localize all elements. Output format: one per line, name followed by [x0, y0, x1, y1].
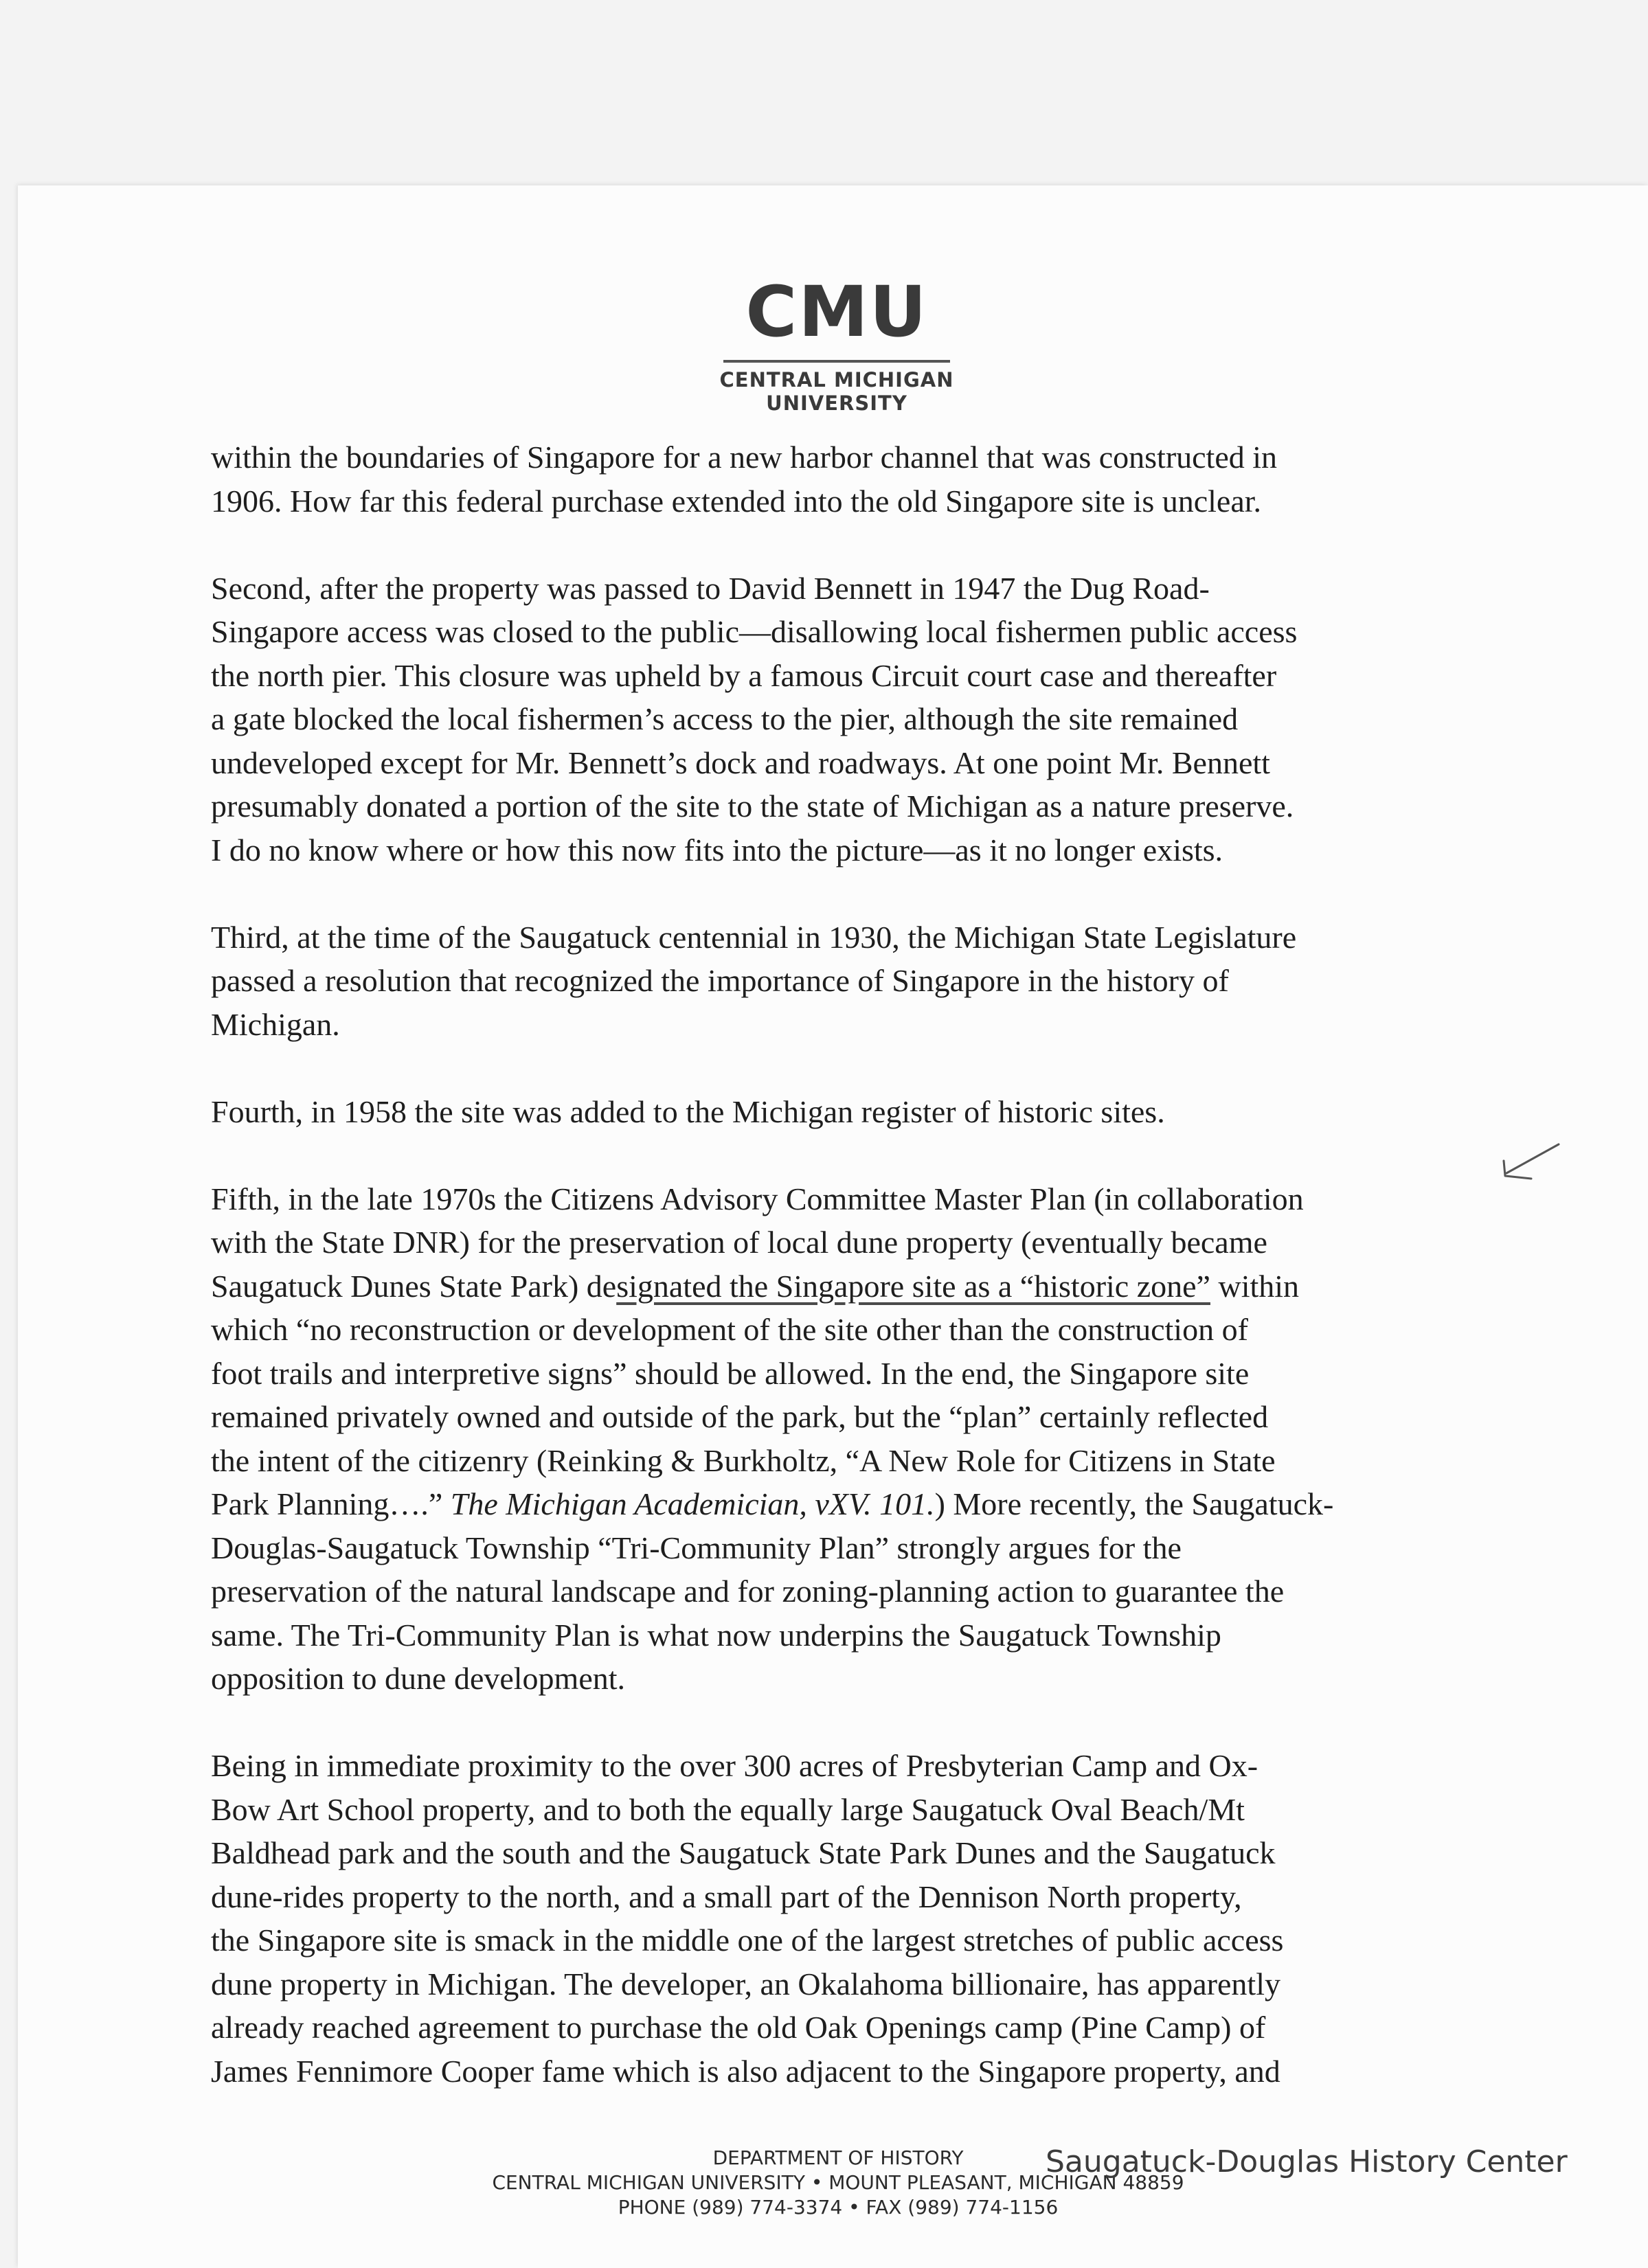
footer-department: DEPARTMENT OF HISTORY	[712, 2146, 964, 2169]
text-segment: Park Planning….”	[211, 1486, 451, 1521]
logo-line-1: CENTRAL MICHIGAN	[719, 368, 954, 392]
text-line: preservation of the natural landscape and for zoning-planning action to guarantee the	[211, 1574, 1285, 1609]
handwritten-check-icon	[1501, 1140, 1563, 1181]
text-line: dune-rides property to the north, and a small part of the Dennison North property,	[211, 1879, 1242, 1914]
text-line: Second, after the property was passed to David Bennett in 1947 the Dug Road-	[211, 570, 1210, 606]
text-line: same. The Tri-Community Plan is what now underpins the Saugatuck Township	[211, 1617, 1221, 1653]
footer-phone: PHONE (989) 774-3374 • FAX (989) 774-1156	[618, 2196, 1059, 2219]
text-line: undeveloped except for Mr. Bennett’s dock and roadways. At one point Mr. Bennett	[211, 745, 1270, 780]
text-line: presumably donated a portion of the site to the state of Michigan as a nature preserve.	[211, 789, 1294, 824]
text-line: a gate blocked the local fishermen’s access to the pier, although the site remained	[211, 701, 1239, 736]
text-line: Fifth, in the late 1970s the Citizens Advisory Committee Master Plan (in collaboration	[211, 1181, 1304, 1216]
text-line: Michigan.	[211, 1006, 340, 1042]
logo-line-2: UNIVERSITY	[766, 392, 907, 415]
paragraph-3	[211, 916, 1489, 1047]
cmu-logo	[714, 271, 959, 415]
letter-body	[211, 435, 1489, 2093]
text-line: Douglas-Saugatuck Township “Tri-Community Plan” strongly argues for the	[211, 1530, 1182, 1565]
logo-mark: CMU	[745, 271, 928, 353]
text-line: I do no know where or how this now fits into the picture—as it no longer exists.	[211, 832, 1223, 867]
text-line: the north pier. This closure was upheld by a famous Circuit court case and thereafter	[211, 657, 1277, 693]
text-line: already reached agreement to purchase the old Oak Openings camp (Pine Camp) of	[211, 2010, 1266, 2045]
handwritten-underline: signated the Singapore site as a “historic zone”	[616, 1268, 1210, 1304]
text-line: with the State DNR) for the preservation of local dune property (eventually became	[211, 1225, 1267, 1260]
text-line: the intent of the citizenry (Reinking & Burkholtz, “A New Role for Citizens in State	[211, 1442, 1276, 1478]
paragraph-2	[211, 567, 1489, 872]
text-line: Baldhead park and the south and the Saugatuck State Park Dunes and the Saugatuck	[211, 1835, 1276, 1870]
text-line-citation	[211, 1482, 1489, 1526]
text-line: James Fennimore Cooper fame which is also adjacent to the Singapore property, and	[211, 2053, 1280, 2089]
paragraph-1	[211, 435, 1489, 523]
journal-title: The Michigan Academician, vXV. 101.	[450, 1486, 935, 1521]
paragraph-6	[211, 1744, 1489, 2093]
text-line: Fourth, in 1958 the site was added to the Michigan register of historic sites.	[211, 1093, 1165, 1129]
text-line: remained privately owned and outside of the park, but the “plan” certainly reflected	[211, 1399, 1269, 1434]
text-line: within the boundaries of Singapore for a new harbor channel that was constructed in	[211, 440, 1278, 475]
text-line: Bow Art School property, and to both the equally large Saugatuck Oval Beach/Mt	[211, 1791, 1245, 1827]
text-segment: Saugatuck Dunes State Park) de	[211, 1268, 617, 1304]
paragraph-4	[211, 1090, 1489, 1134]
text-line: passed a resolution that recognized the importance of Singapore in the history of	[211, 963, 1229, 998]
text-segment: within	[1210, 1268, 1300, 1304]
text-line: Singapore access was closed to the public—disallowing local fishermen public access	[211, 614, 1298, 649]
text-line: Third, at the time of the Saugatuck centennial in 1930, the Michigan State Legislature	[211, 919, 1297, 955]
text-line: 1906. How far this federal purchase extended into the old Singapore site is unclear.	[211, 483, 1262, 519]
text-line: Being in immediate proximity to the over 300 acres of Presbyterian Camp and Ox-	[211, 1748, 1258, 1783]
logo-rule	[723, 360, 950, 363]
text-line: which “no reconstruction or development of the site other than the construction of	[211, 1312, 1248, 1347]
text-line-underlined	[211, 1265, 1489, 1308]
paragraph-5	[211, 1177, 1489, 1701]
archive-watermark: Saugatuck-Douglas History Center	[1046, 2144, 1568, 2179]
text-line: opposition to dune development.	[211, 1661, 626, 1696]
text-line: the Singapore site is smack in the middle one of the largest stretches of public access	[211, 1923, 1284, 1958]
text-segment: ) More recently, the Saugatuck-	[934, 1486, 1334, 1521]
text-line: foot trails and interpretive signs” should be allowed. In the end, the Singapore site	[211, 1355, 1250, 1391]
text-line: dune property in Michigan. The developer, an Okalahoma billionaire, has apparently	[211, 1966, 1280, 2001]
footer-address: CENTRAL MICHIGAN UNIVERSITY • MOUNT PLEASANT, MICHIGAN 48859	[492, 2171, 1184, 2194]
